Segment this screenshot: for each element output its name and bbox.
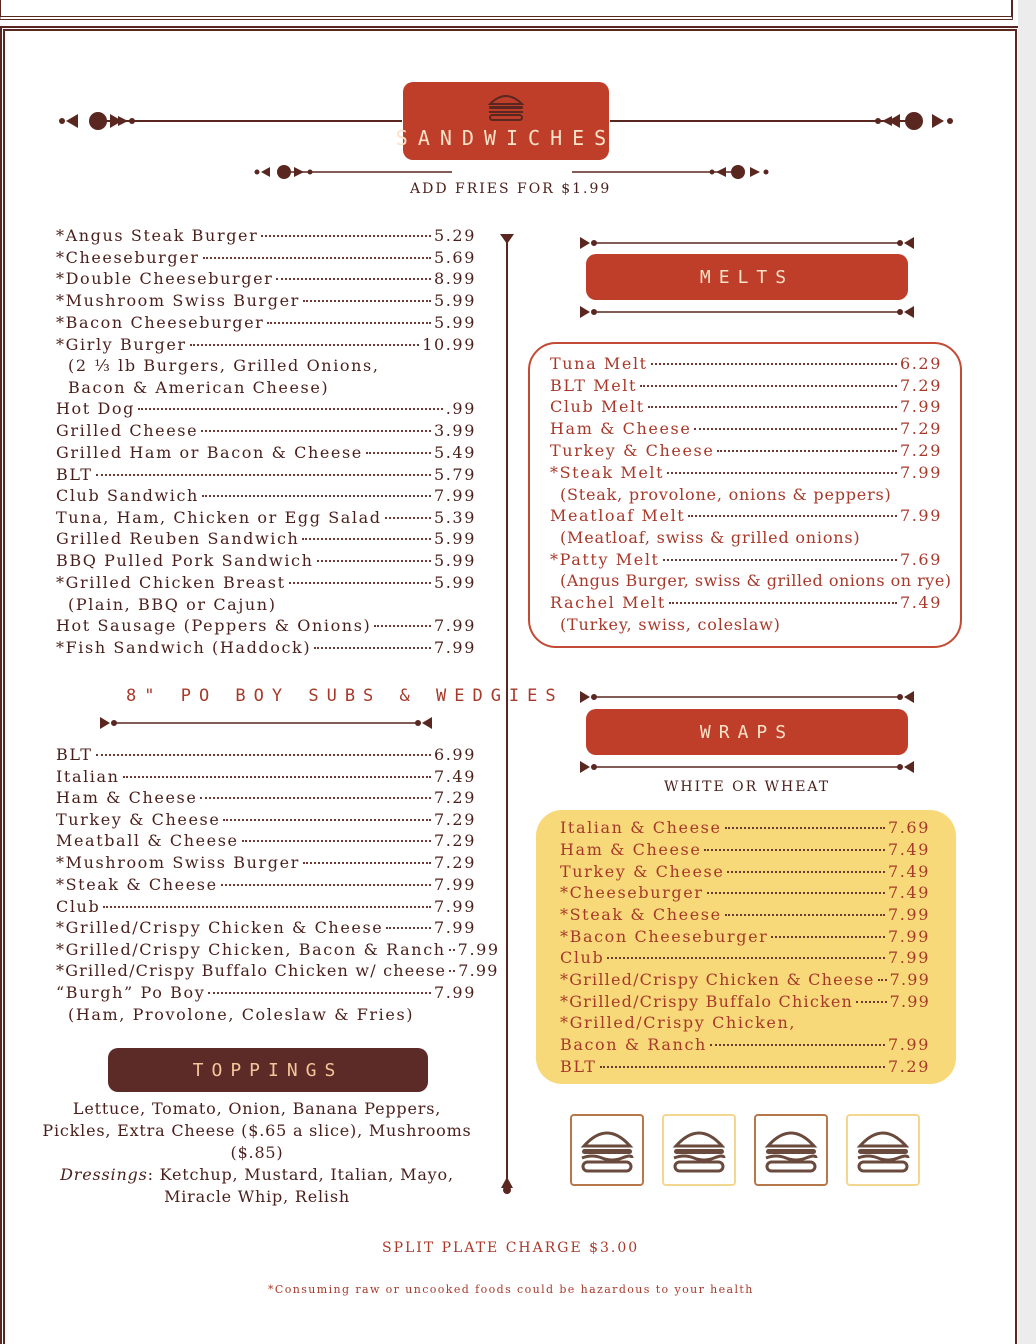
list-item: Turkey & Cheese 7.29 [56,810,476,829]
burger-icon [664,1116,734,1184]
list-item: *Angus Steak Burger 5.29 [56,226,476,245]
subs-title: 8" PO BOY SUBS & WEDGIES [126,686,564,706]
column-divider [498,232,516,1198]
list-item: Ham & Cheese 7.29 [550,419,942,438]
toppings-description [26,1098,488,1208]
burger-icon [848,1116,918,1184]
list-item: *Cheeseburger 7.49 [560,883,930,902]
list-item: Ham & Cheese 7.29 [56,788,476,807]
top-border-strip [0,0,1013,20]
dressings-text: : Ketchup, Mustard, Italian, Mayo, [147,1165,454,1184]
item-note: (Angus Burger, swiss & grilled onions on rye) [560,571,952,590]
dressings-label: Dressings [60,1165,148,1184]
item-note: *Grilled/Crispy Chicken, [560,1013,797,1032]
list-item: Hot Dog .99 [56,399,476,418]
item-note: (2 ⅓ lb Burgers, Grilled Onions, [68,356,380,375]
list-item: *Grilled/Crispy Chicken & Cheese 7.99 [560,970,930,989]
burger-tile [570,1114,644,1186]
list-item: *Patty Melt 7.69 [550,550,942,569]
list-item: BLT 5.79 [56,465,476,484]
list-item: *Mushroom Swiss Burger 7.29 [56,853,476,872]
burger-icon [487,92,525,122]
list-item: Ham & Cheese 7.49 [560,840,930,859]
list-item: *Grilled/Crispy Chicken, Bacon & Ranch 7.99 [56,940,500,959]
item-note: (Steak, provolone, onions & peppers) [560,485,892,504]
left-ornament [56,108,402,134]
list-item: *Steak & Cheese 7.99 [560,905,930,924]
wraps-banner [586,709,908,755]
add-fries-note: ADD FRIES FOR $1.99 [410,181,612,197]
list-item: *Grilled/Crispy Buffalo Chicken w/ cheese 7.99 [56,961,499,980]
list-item: *Bacon Cheeseburger 7.99 [560,927,930,946]
toppings-line: Lettuce, Tomato, Onion, Banana Peppers, [72,1099,442,1118]
list-item: *Steak & Cheese 7.99 [56,875,476,894]
burger-tile [662,1114,736,1186]
page-edge [1018,0,1036,1344]
melts-ornament-bottom [578,303,916,321]
item-note: Bacon & American Cheese) [68,378,330,397]
list-item: *Bacon Cheeseburger 5.99 [56,313,476,332]
burger-tile [754,1114,828,1186]
melts-banner [586,254,908,300]
list-item: Italian & Cheese 7.69 [560,818,930,837]
list-item: Tuna, Ham, Chicken or Egg Salad 5.39 [56,508,476,527]
list-item: Turkey & Cheese 7.29 [550,441,942,460]
wraps-bread-note: WHITE OR WHEAT [664,779,831,795]
toppings-line: Pickles, Extra Cheese ($.65 a slice), Mushrooms ($.85) [42,1121,472,1162]
list-item: *Double Cheeseburger 8.99 [56,269,476,288]
list-item: Grilled Ham or Bacon & Cheese 5.49 [56,443,476,462]
list-item: Hot Sausage (Peppers & Onions) 7.99 [56,616,476,635]
list-item: BLT 6.99 [56,745,476,764]
list-item: Club Melt 7.99 [550,397,942,416]
list-item: *Girly Burger 10.99 [56,335,476,354]
list-item: *Grilled Chicken Breast 5.99 [56,573,476,592]
list-item: *Grilled/Crispy Buffalo Chicken 7.99 [560,992,930,1011]
list-item: BLT 7.29 [560,1057,930,1076]
subs-ornament [98,714,434,732]
wraps-ornament-bottom [578,758,916,776]
list-item: Club Sandwich 7.99 [56,486,476,505]
burger-tile [846,1114,920,1186]
burger-icon [756,1116,826,1184]
health-warning: *Consuming raw or uncooked foods could be hazardous to your health [268,1283,754,1296]
wraps-title: WRAPS [699,721,795,743]
list-item: Club 7.99 [56,897,476,916]
item-note: (Meatloaf, swiss & grilled onions) [560,528,861,547]
list-item: “Burgh” Po Boy 7.99 [56,983,476,1002]
item-note: (Ham, Provolone, Coleslaw & Fries) [68,1005,415,1024]
list-item: BBQ Pulled Pork Sandwich 5.99 [56,551,476,570]
melts-title: MELTS [699,266,795,288]
melts-ornament-top [578,234,916,252]
list-item: *Grilled/Crispy Chicken & Cheese 7.99 [56,918,476,937]
item-note: (Turkey, swiss, coleslaw) [560,615,781,634]
list-item: Club 7.99 [560,948,930,967]
sub-ornament [252,162,772,182]
list-item: Turkey & Cheese 7.49 [560,862,930,881]
toppings-title: TOPPINGS [192,1059,344,1081]
list-item: Meatloaf Melt 7.99 [550,506,942,525]
dressings-line [26,1164,488,1186]
list-item: Rachel Melt 7.49 [550,593,942,612]
toppings-line: Miracle Whip, Relish [164,1187,350,1206]
list-item: *Cheeseburger 5.69 [56,248,476,267]
burger-icon [572,1116,642,1184]
split-plate-charge: SPLIT PLATE CHARGE $3.00 [382,1240,640,1256]
item-note: (Plain, BBQ or Cajun) [68,595,277,614]
list-item: Grilled Reuben Sandwich 5.99 [56,529,476,548]
list-item: Bacon & Ranch 7.99 [560,1035,930,1054]
wraps-ornament-top [578,688,916,706]
list-item: Italian 7.49 [56,767,476,786]
sandwiches-banner [395,82,617,160]
list-item: BLT Melt 7.29 [550,376,942,395]
toppings-banner [108,1048,428,1092]
list-item: Tuna Melt 6.29 [550,354,942,373]
list-item: *Fish Sandwich (Haddock) 7.99 [56,638,476,657]
right-ornament [610,108,956,134]
list-item: *Steak Melt 7.99 [550,463,942,482]
list-item: Meatball & Cheese 7.29 [56,831,476,850]
list-item: *Mushroom Swiss Burger 5.99 [56,291,476,310]
list-item: Grilled Cheese 3.99 [56,421,476,440]
sandwiches-title: SANDWICHES [395,126,617,150]
